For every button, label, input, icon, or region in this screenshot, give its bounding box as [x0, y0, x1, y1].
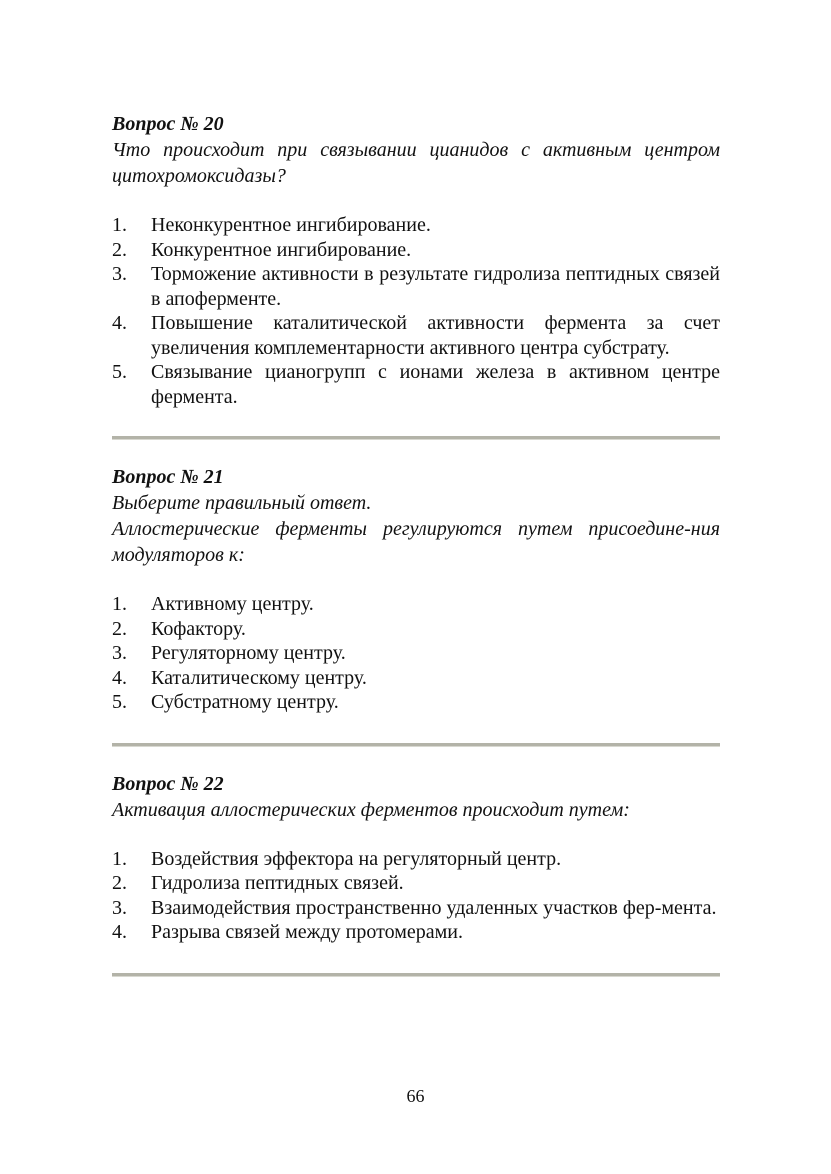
question-title: Вопрос № 21	[112, 466, 224, 488]
answer-option	[112, 641, 720, 666]
answer-text: Гидролиза пептидных связей.	[151, 872, 404, 894]
answer-option	[112, 871, 720, 896]
answer-option	[112, 238, 720, 263]
answer-number: 3.	[112, 896, 127, 919]
answer-text: Субстратному центру.	[151, 691, 339, 713]
question-prompt: Активация аллостерических ферментов происходит путем:	[112, 798, 630, 821]
answer-text: Воздействия эффектора на регуляторный центр.	[151, 847, 562, 870]
page-number: 66	[406, 1086, 425, 1106]
answer-text: Разрыва связей между протомерами.	[151, 921, 463, 943]
answer-number: 2.	[112, 617, 127, 640]
answer-text: Каталитическому центру.	[151, 666, 367, 689]
answer-option	[112, 311, 720, 360]
page-body	[112, 111, 720, 977]
section-divider	[112, 973, 720, 977]
question-instruction: Выберите правильный ответ.	[112, 492, 372, 514]
answer-option	[112, 213, 720, 238]
answer-option	[112, 666, 720, 691]
question-title: Вопрос № 20	[112, 113, 224, 135]
answer-number: 3.	[112, 263, 127, 285]
answer-option	[112, 592, 720, 617]
question-title: Вопрос № 22	[112, 772, 224, 795]
answer-list	[112, 847, 720, 945]
question-20	[112, 111, 720, 409]
answer-option	[112, 896, 720, 921]
answer-option	[112, 847, 720, 872]
answer-option	[112, 920, 720, 945]
question-prompt: Что происходит при связывании цианидов с активным центром цитохромоксидазы?	[112, 139, 720, 187]
answer-number: 1.	[112, 593, 127, 615]
answer-number: 1.	[112, 847, 127, 870]
answer-number: 4.	[112, 666, 127, 689]
answer-text: Взаимодействия пространственно удаленных участков фер-мента.	[151, 896, 717, 919]
answer-option	[112, 617, 720, 642]
answer-number: 2.	[112, 238, 127, 261]
section-divider	[112, 436, 720, 440]
answer-text: Кофактору.	[151, 617, 246, 640]
section-divider	[112, 743, 720, 747]
answer-number: 2.	[112, 872, 127, 894]
answer-list	[112, 592, 720, 715]
answer-text: Повышение каталитической активности фермента за счет увеличения комплементарности активного центра субстрату.	[151, 312, 720, 359]
answer-number: 5.	[112, 691, 127, 713]
answer-number: 4.	[112, 921, 127, 943]
answer-text: Торможение активности в результате гидролиза пептидных связей в апоферменте.	[151, 263, 720, 310]
question-prompt: Аллостерические ферменты регулируются путем присоедине-ния модуляторов к:	[112, 518, 720, 566]
answer-number: 3.	[112, 642, 127, 664]
answer-text: Конкурентное ингибирование.	[151, 238, 412, 261]
answer-list	[112, 213, 720, 409]
answer-text: Регуляторному центру.	[151, 642, 346, 664]
answer-number: 1.	[112, 214, 127, 236]
answer-text: Активному центру.	[151, 593, 314, 615]
answer-text: Связывание цианогрупп с ионами железа в активном центре фермента.	[151, 361, 720, 408]
answer-option	[112, 690, 720, 715]
answer-number: 5.	[112, 361, 127, 383]
answer-option	[112, 262, 720, 311]
answer-number: 4.	[112, 312, 127, 334]
answer-text: Неконкурентное ингибирование.	[151, 214, 431, 236]
answer-option	[112, 360, 720, 409]
question-21	[112, 464, 720, 715]
question-22	[112, 771, 720, 945]
